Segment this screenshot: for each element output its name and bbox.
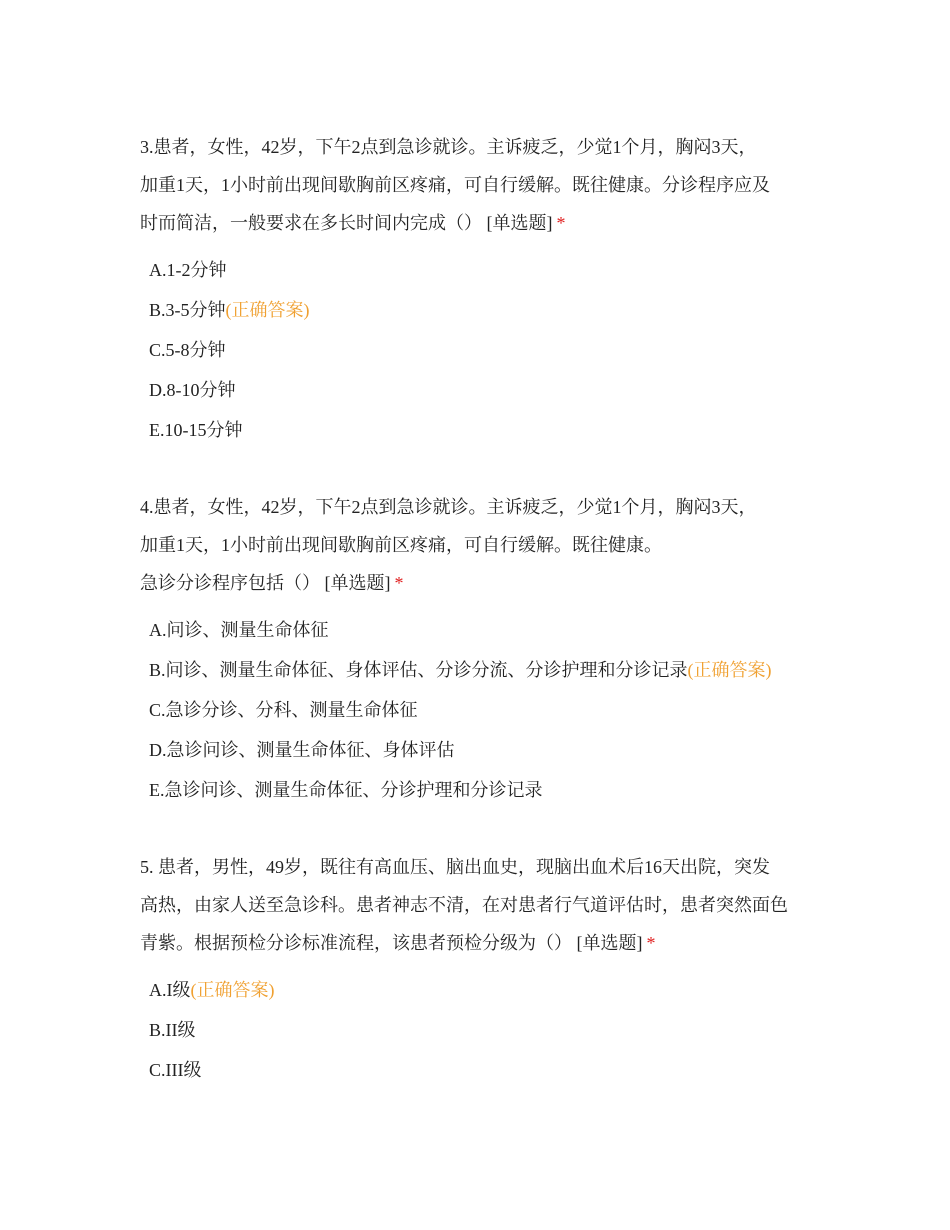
question-type-label: [单选题] <box>324 573 391 593</box>
question-line: 高热，由家人送至急诊科。患者神志不清，在对患者行气道评估时，患者突然面色 <box>140 895 788 915</box>
question-line-text: 急诊分诊程序包括（） <box>140 573 320 593</box>
required-mark: * <box>394 573 404 593</box>
option-text: A.I级 <box>149 980 191 1000</box>
question-line: 加重1天，1小时前出现间歇胸前区疼痛，可自行缓解。既往健康。 <box>140 535 662 555</box>
question-line: 加重1天，1小时前出现间歇胸前区疼痛，可自行缓解。既往健康。分诊程序应及 <box>140 175 770 195</box>
option-b <box>149 290 820 330</box>
option-text: E.10-15分钟 <box>149 420 243 440</box>
option-list <box>140 610 820 810</box>
question-line <box>140 564 820 602</box>
option-text: B.3-5分钟 <box>149 300 226 320</box>
option-text: E.急诊问诊、测量生命体征、分诊护理和分诊记录 <box>149 780 543 800</box>
question-line <box>140 204 820 242</box>
option-d <box>149 730 820 770</box>
required-mark: * <box>646 933 656 953</box>
question-type-label: [单选题] <box>576 933 643 953</box>
option-list <box>140 970 820 1090</box>
question-text <box>140 128 820 242</box>
question-line <box>140 924 820 962</box>
option-c <box>149 690 820 730</box>
required-mark: * <box>556 213 566 233</box>
option-b <box>149 1010 820 1050</box>
option-b <box>149 650 820 690</box>
option-text: B.问诊、测量生命体征、身体评估、分诊分流、分诊护理和分诊记录 <box>149 660 688 680</box>
option-c <box>149 1050 820 1090</box>
question-text <box>140 848 820 962</box>
question-5 <box>140 848 820 1090</box>
option-text: C.急诊分诊、分科、测量生命体征 <box>149 700 418 720</box>
option-text: A.问诊、测量生命体征 <box>149 620 329 640</box>
survey-answer-sheet <box>140 128 820 1128</box>
question-line: 4.患者，女性，42岁，下午2点到急诊就诊。主诉疲乏，少觉1个月，胸闷3天， <box>140 497 757 517</box>
option-e <box>149 770 820 810</box>
correct-answer-mark: (正确答案) <box>190 980 275 1000</box>
question-4 <box>140 488 820 810</box>
option-text: B.II级 <box>149 1020 196 1040</box>
correct-answer-mark: (正确答案) <box>687 660 772 680</box>
option-list <box>140 250 820 450</box>
question-text <box>140 488 820 602</box>
option-a <box>149 970 820 1010</box>
correct-answer-mark: (正确答案) <box>225 300 310 320</box>
question-line-text: 青紫。根据预检分诊标准流程，该患者预检分级为（） <box>140 933 572 953</box>
question-3 <box>140 128 820 450</box>
question-line: 5. 患者，男性，49岁，既往有高血压、脑出血史，现脑出血术后16天出院，突发 <box>140 857 770 877</box>
option-c <box>149 330 820 370</box>
option-e <box>149 410 820 450</box>
option-text: C.5-8分钟 <box>149 340 226 360</box>
option-a <box>149 250 820 290</box>
option-text: C.III级 <box>149 1060 202 1080</box>
option-text: D.急诊问诊、测量生命体征、身体评估 <box>149 740 455 760</box>
question-type-label: [单选题] <box>486 213 553 233</box>
option-a <box>149 610 820 650</box>
option-text: D.8-10分钟 <box>149 380 236 400</box>
option-d <box>149 370 820 410</box>
question-line: 3.患者，女性，42岁，下午2点到急诊就诊。主诉疲乏，少觉1个月，胸闷3天， <box>140 137 757 157</box>
question-line-text: 时而简洁，一般要求在多长时间内完成（） <box>140 213 482 233</box>
option-text: A.1-2分钟 <box>149 260 227 280</box>
